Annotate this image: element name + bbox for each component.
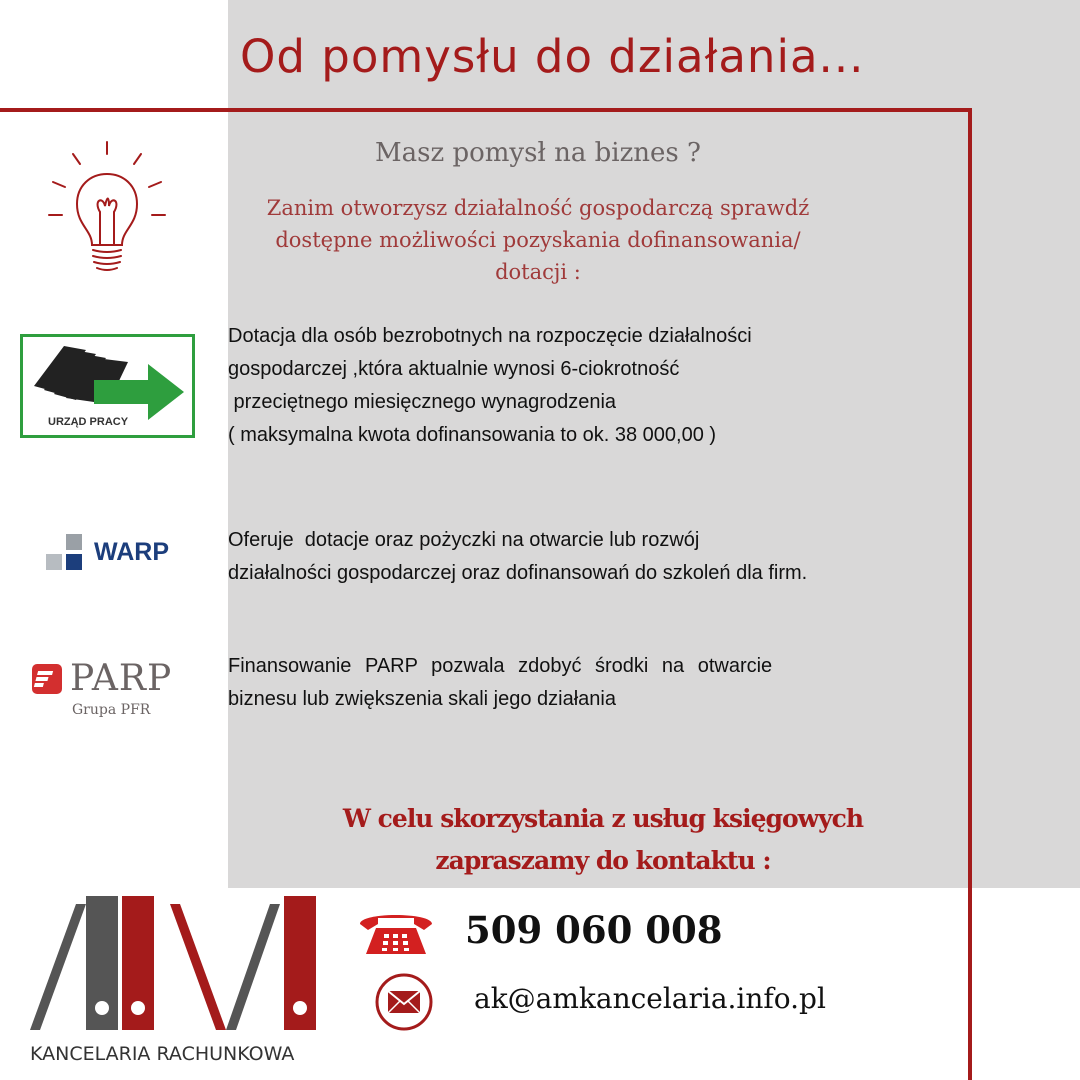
phone-number[interactable]: 509 060 008 [465, 908, 723, 952]
parp-logo [32, 660, 202, 720]
description-line: Oferuje dotacje oraz pożyczki na otwarcie lub rozwój [228, 529, 700, 551]
parp-description [228, 650, 772, 716]
parp-logo-subtitle: Grupa PFR [72, 702, 151, 718]
description-line: biznesu lub zwiększenia skali jego działania [228, 688, 616, 710]
description-line: ( maksymalna kwota dofinansowania to ok. 38 000,00 ) [228, 424, 717, 446]
intro-question: Masz pomysł na biznes ? [375, 138, 701, 168]
red-divider-vertical [968, 108, 972, 1080]
lightbulb-icon [45, 140, 170, 280]
cta-line: zapraszamy do kontaktu : [435, 846, 771, 875]
intro-text [228, 192, 848, 288]
urzad-pracy-logo-text: URZĄD PRACY [48, 416, 129, 428]
telephone-icon [356, 906, 436, 958]
description-line: przeciętnego miesięcznego wynagrodzenia [228, 391, 617, 413]
description-line: Dotacja dla osób bezrobotnych na rozpoczęcie działalności [228, 325, 752, 347]
page-title: Od pomysłu do działania... [240, 30, 865, 83]
contact-invitation [300, 798, 906, 882]
mail-icon [374, 972, 434, 1032]
warp-description [228, 524, 807, 590]
warp-logo [44, 532, 194, 576]
description-line: Finansowanie PARP pozwala zdobyć środki na otwarcie [228, 655, 773, 677]
description-line: gospodarczej ,która aktualnie wynosi 6-ciokrotność [228, 358, 680, 380]
email-address[interactable]: ak@amkancelaria.info.pl [474, 982, 826, 1015]
intro-line: dotacji : [495, 260, 581, 284]
warp-logo-text: WARP [94, 538, 169, 566]
description-line: działalności gospodarczej oraz dofinansowań do szkoleń dla firm. [228, 562, 808, 584]
red-divider-horizontal [0, 108, 972, 112]
parp-logo-text: PARP [70, 658, 173, 699]
intro-line: Zanim otworzysz działalność gospodarczą sprawdź [266, 196, 810, 220]
urzad-pracy-description [228, 320, 752, 452]
company-name: KANCELARIA RACHUNKOWA [30, 1043, 295, 1065]
urzad-pracy-logo [20, 334, 195, 438]
cta-line: W celu skorzystania z usług księgowych [342, 804, 864, 833]
intro-line: dostępne możliwości pozyskania dofinansowania/ [275, 228, 801, 252]
